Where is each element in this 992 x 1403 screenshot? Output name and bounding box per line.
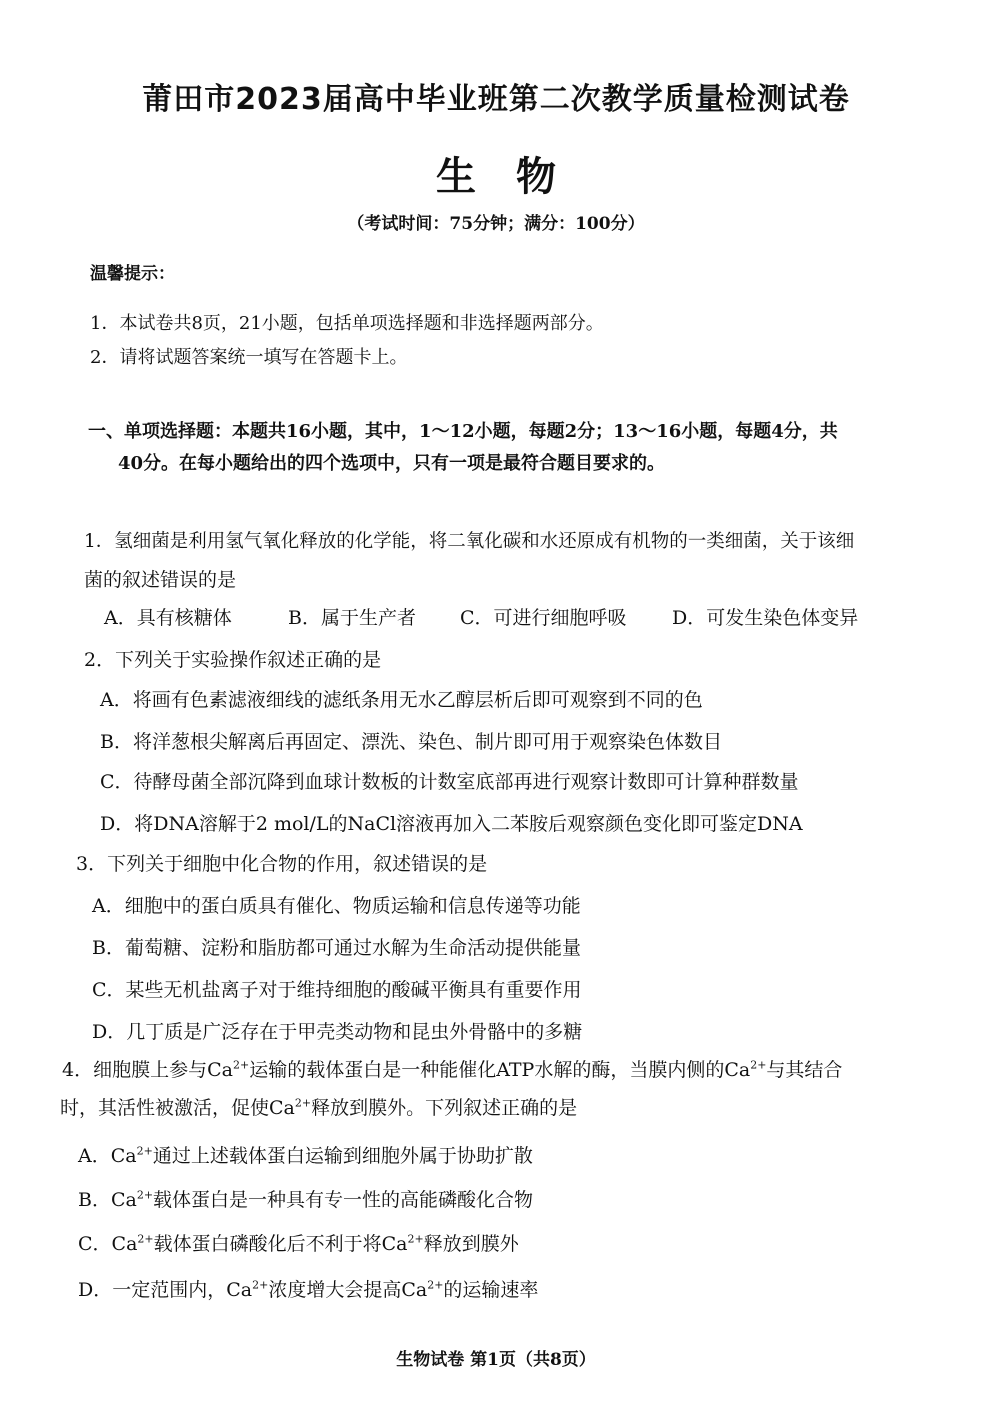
q4-option-c-sup-1: 2+ [137, 1232, 154, 1246]
q4-stem-line1-part-b: 运输的载体蛋白是一种能催化ATP水解的酶，当膜内侧的Ca [249, 1059, 751, 1081]
q4-option-d-sup-2: 2+ [427, 1278, 444, 1292]
q3-stem: 3．下列关于细胞中化合物的作用，叙述错误的是 [76, 853, 488, 875]
q4-stem-line1-part-a: 4．细胞膜上参与Ca [62, 1059, 233, 1081]
q4-option-a-sup: 2+ [136, 1144, 153, 1158]
q4-option-b [78, 1188, 533, 1212]
q4-option-b-sup: 2+ [136, 1188, 154, 1202]
q4-stem-line2-part-b: 释放到膜外。下列叙述正确的是 [311, 1097, 578, 1119]
q4-stem-line2 [60, 1096, 577, 1120]
q2-option-d: D．将DNA溶解于2 mol/L的NaCl溶液再加入二苯胺后观察颜色变化即可鉴定DNA [100, 813, 803, 835]
q2-option-b: B．将洋葱根尖解离后再固定、漂洗、染色、制片即可用于观察染色体数目 [100, 731, 722, 753]
q4-stem-line1 [62, 1058, 842, 1082]
q3-option-b: B．葡萄糖、淀粉和脂肪都可通过水解为生命活动提供能量 [92, 937, 581, 959]
q1-option-a: A．具有核糖体 [104, 607, 232, 629]
q2-option-a: A．将画有色素滤液细线的滤纸条用无水乙醇层析后即可观察到不同的色 [100, 689, 703, 711]
notice-label: 温馨提示： [90, 264, 175, 284]
section1-line1: 一、单项选择题：本题共16小题，其中，1～12小题，每题2分；13～16小题，每题4分，共 [88, 421, 838, 442]
q1-stem-line1: 1．氢细菌是利用氢气氧化释放的化学能，将二氧化碳和水还原成有机物的一类细菌，关于该细 [84, 531, 855, 552]
q4-option-a [78, 1144, 533, 1168]
q4-sup-2: 2+ [750, 1058, 767, 1072]
q4-stem-line1-part-c: 与其结合 [766, 1059, 843, 1081]
q4-stem-line2-part-a: 时，其活性被激活，促使Ca [60, 1097, 295, 1119]
exam-title: 莆田市2023届高中毕业班第二次教学质量检测试卷 [142, 82, 850, 117]
subject-title: 生物 [436, 154, 596, 200]
q4-sup-3: 2+ [294, 1096, 312, 1110]
q4-option-d [78, 1278, 538, 1302]
q4-option-c-part-a: C．Ca [78, 1233, 138, 1255]
q4-option-c-sup-2: 2+ [407, 1232, 424, 1246]
q4-option-a-part-a: A．Ca [78, 1145, 137, 1167]
q3-option-a: A．细胞中的蛋白质具有催化、物质运输和信息传递等功能 [92, 895, 581, 917]
q3-option-d: D．几丁质是广泛存在于甲壳类动物和昆虫外骨骼中的多糖 [92, 1021, 583, 1043]
q4-option-a-part-b: 通过上述载体蛋白运输到细胞外属于协助扩散 [152, 1145, 533, 1167]
q1-stem-line2: 菌的叙述错误的是 [84, 569, 237, 591]
page-footer: 生物试卷 第1页（共8页） [396, 1350, 596, 1370]
q4-option-d-sup-1: 2+ [252, 1278, 269, 1292]
q4-option-c-part-c: 释放到膜外 [423, 1233, 519, 1255]
q3-option-c: C．某些无机盐离子对于维持细胞的酸碱平衡具有重要作用 [92, 979, 582, 1001]
q4-sup-1: 2+ [232, 1058, 250, 1072]
q4-option-c-part-b: 载体蛋白磷酸化后不利于将Ca [153, 1233, 408, 1255]
q4-option-b-part-b: 载体蛋白是一种具有专一性的高能磷酸化合物 [153, 1189, 534, 1211]
notice-item-2: 2．请将试题答案统一填写在答题卡上。 [90, 347, 408, 368]
exam-info: （考试时间：75分钟；满分：100分） [347, 214, 645, 234]
q1-option-c: C．可进行细胞呼吸 [460, 607, 627, 629]
section1-line2: 40分。在每小题给出的四个选项中，只有一项是最符合题目要求的。 [118, 453, 666, 474]
q2-option-c: C．待酵母菌全部沉降到血球计数板的计数室底部再进行观察计数即可计算种群数量 [100, 771, 799, 793]
q4-option-d-part-b: 浓度增大会提高Ca [268, 1279, 428, 1301]
q4-option-d-part-c: 的运输速率 [443, 1279, 539, 1301]
q1-option-b: B．属于生产者 [288, 607, 416, 629]
q4-option-d-part-a: D．一定范围内，Ca [78, 1279, 253, 1301]
q1-option-d: D．可发生染色体变异 [672, 607, 859, 629]
q2-stem: 2．下列关于实验操作叙述正确的是 [84, 649, 382, 671]
q4-option-b-part-a: B．Ca [78, 1189, 137, 1211]
q4-option-c [78, 1232, 519, 1256]
notice-item-1: 1．本试卷共8页，21小题，包括单项选择题和非选择题两部分。 [90, 313, 604, 334]
